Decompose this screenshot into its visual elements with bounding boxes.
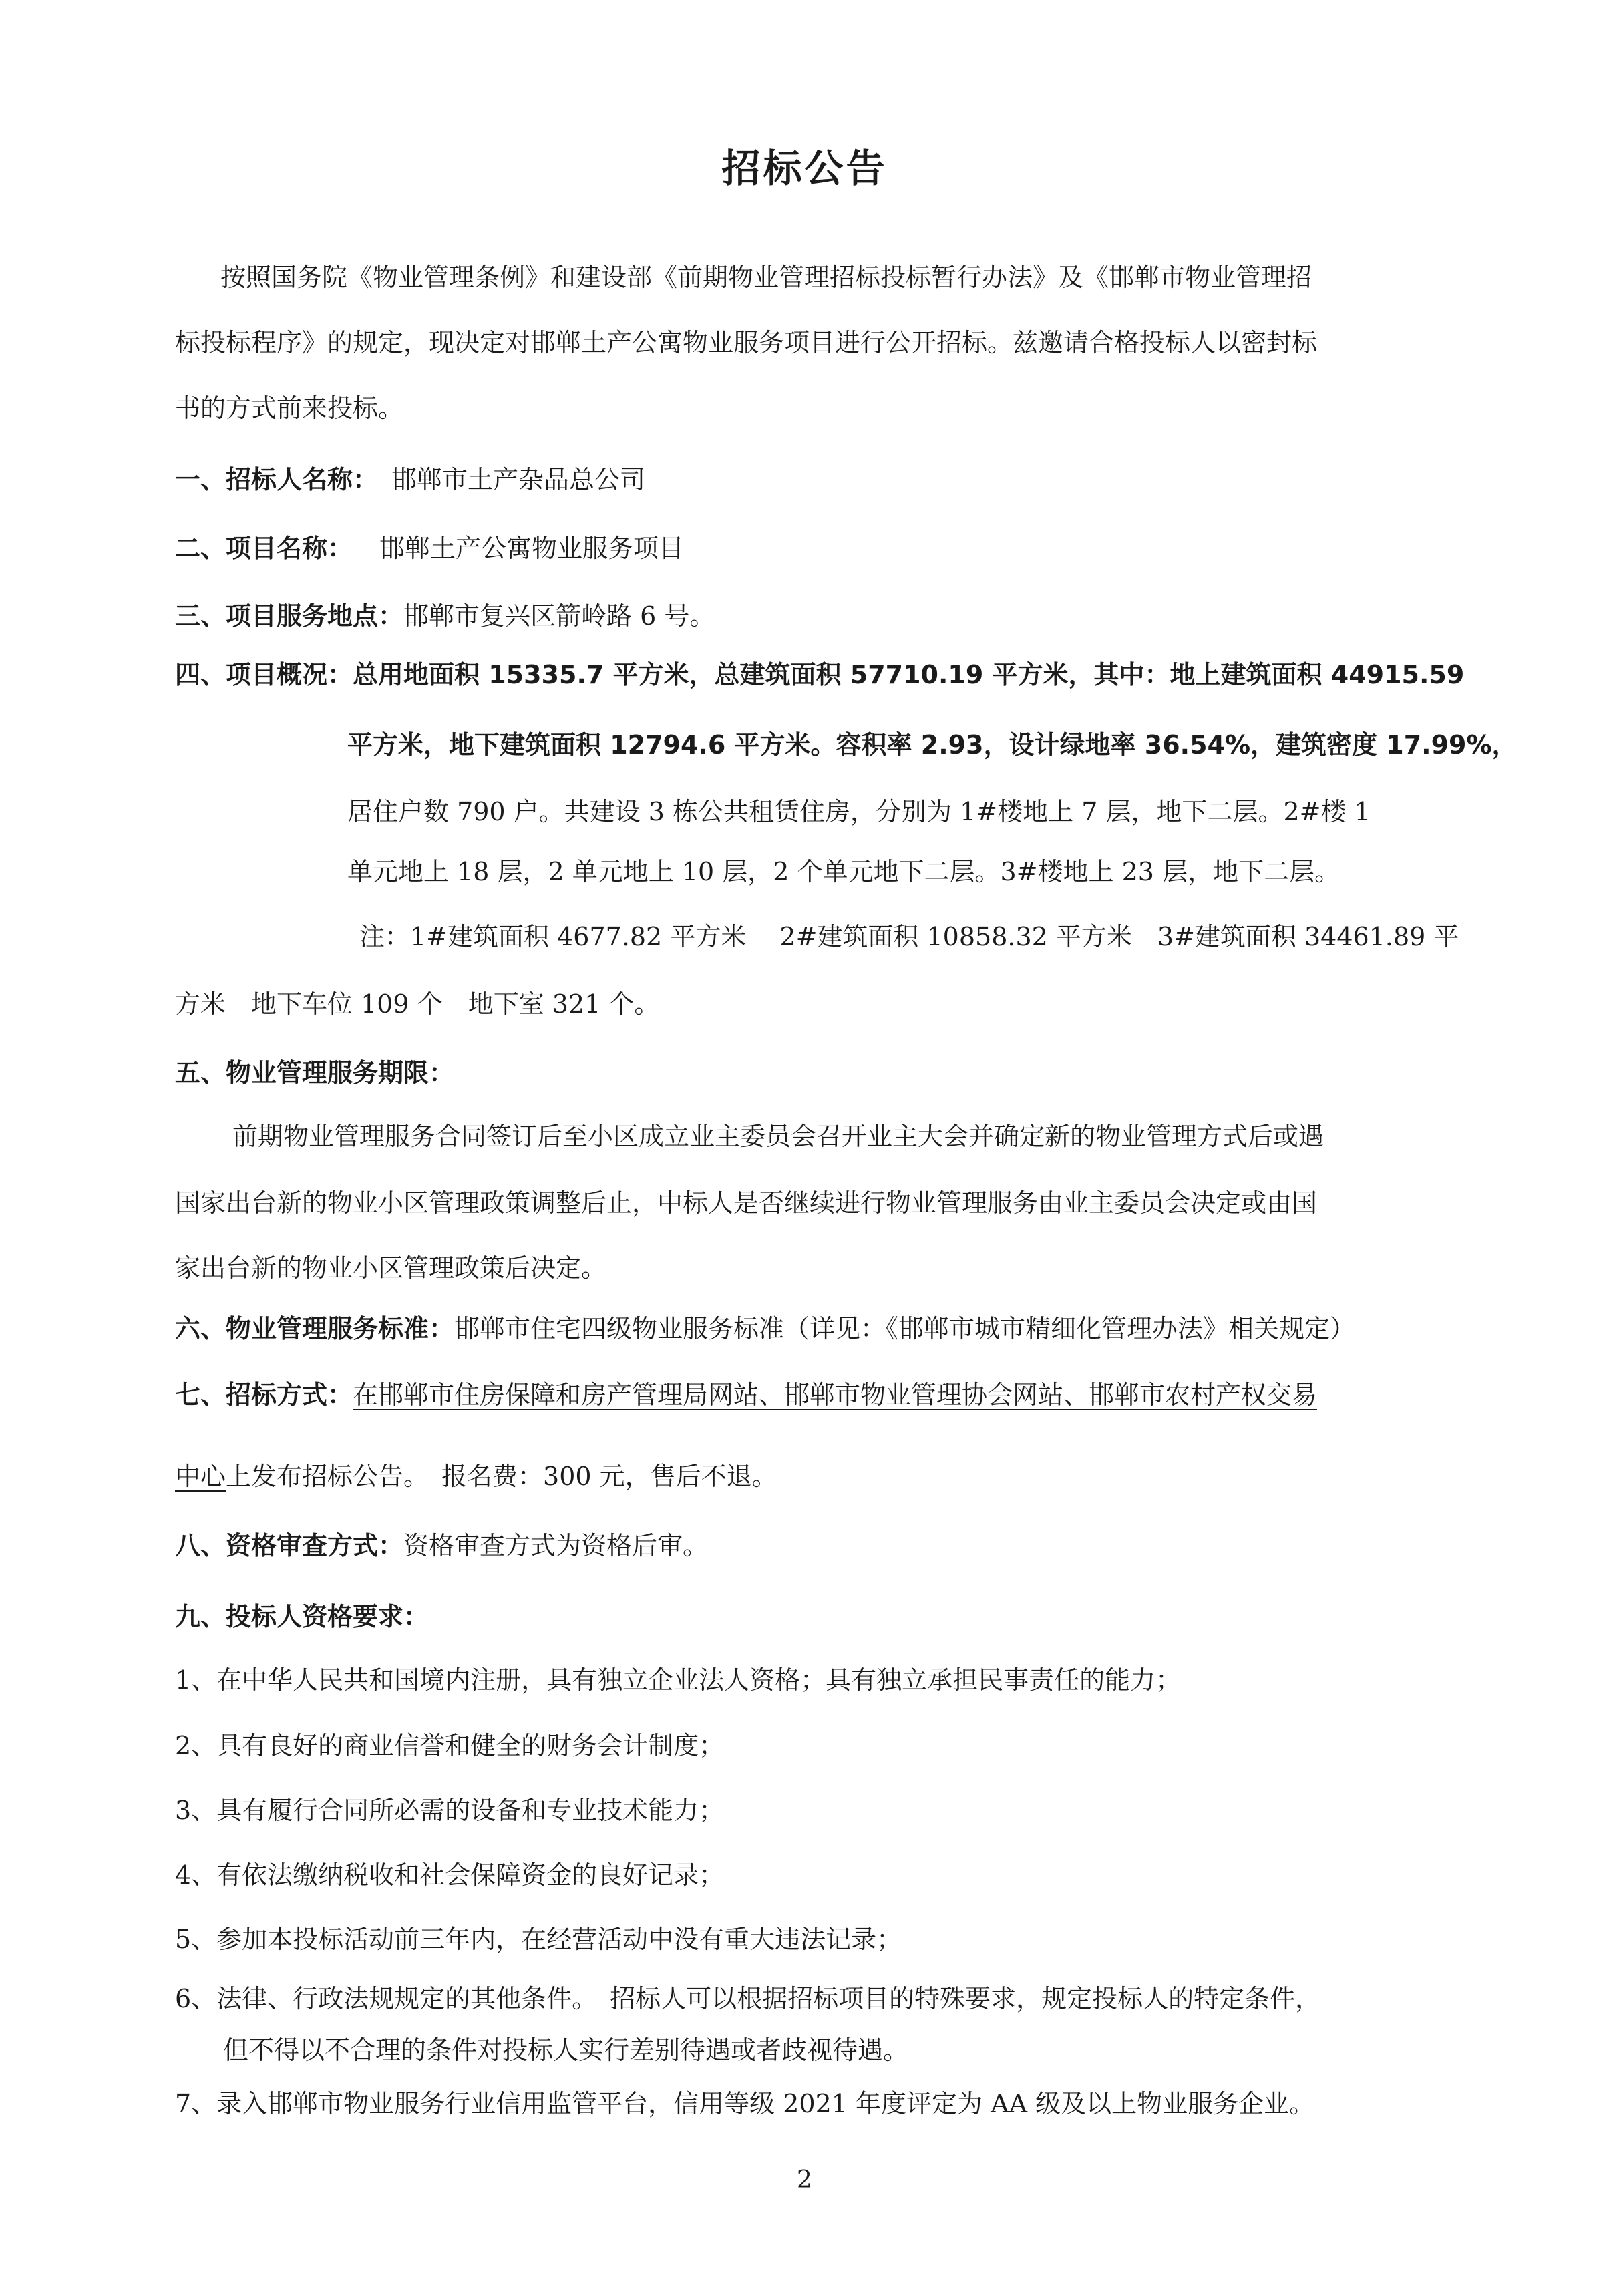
section-4-note-2: 方米 地下车位 109 个 地下室 321 个。 <box>175 989 660 1019</box>
requirement-6-line-1: 6、法律、行政法规规定的其他条件。 招标人可以根据招标项目的特殊要求，规定投标人的特定条件， <box>175 1984 1321 2013</box>
section-1-value: 邯郸市土产杂品总公司 <box>391 465 646 494</box>
section-4-label: 四、项目概况： <box>175 660 353 689</box>
section-3-value: 邯郸市复兴区箭岭路 6 号。 <box>403 601 715 631</box>
section-2-value: 邯郸土产公寓物业服务项目 <box>379 534 685 563</box>
section-3-label: 三、项目服务地点： <box>175 601 404 631</box>
requirement-1: 1、在中华人民共和国境内注册，具有独立企业法人资格；具有独立承担民事责任的能力； <box>175 1665 1182 1695</box>
section-5-line-2: 国家出台新的物业小区管理政策调整后止，中标人是否继续进行物业管理服务由业主委员会决定或由国 <box>175 1188 1318 1218</box>
page-number: 2 <box>797 2166 812 2194</box>
section-1-label: 一、招标人名称： <box>175 465 379 494</box>
section-7-label: 七、招标方式： <box>175 1380 353 1410</box>
section-5-line-1: 前期物业管理服务合同签订后至小区成立业主委员会召开业主大会并确定新的物业管理方式后或遇 <box>232 1122 1324 1151</box>
section-4-line-1: 总用地面积 15335.7 平方米，总建筑面积 57710.19 平方米，其中：地上建筑面积 44915.59 <box>353 660 1465 689</box>
section-5-label: 五、物业管理服务期限： <box>175 1058 455 1088</box>
requirement-6-line-2: 但不得以不合理的条件对投标人实行差别待遇或者歧视待遇。 <box>223 2035 909 2065</box>
intro-line-2: 标投标程序》的规定，现决定对邯郸土产公寓物业服务项目进行公开招标。兹邀请合格投标人以密封标 <box>175 328 1318 357</box>
section-3 <box>175 599 715 633</box>
section-5-line-3: 家出台新的物业小区管理政策后决定。 <box>175 1253 607 1283</box>
section-4-line-4: 单元地上 18 层，2 单元地上 10 层，2 个单元地下二层。3#楼地上 23 层，地下二层。 <box>347 857 1340 886</box>
section-1 <box>175 463 645 496</box>
section-7-underlined: 中心 <box>175 1462 226 1491</box>
page-title: 招标公告 <box>721 146 888 191</box>
section-6 <box>175 1312 1355 1345</box>
section-8 <box>175 1529 708 1563</box>
section-4 <box>175 658 1464 691</box>
section-4-note-1: 注：1#建筑面积 4677.82 平方米 2#建筑面积 10858.32 平方米 3#建筑面积 34461.89 平 <box>359 922 1459 951</box>
section-7 <box>175 1378 1317 1412</box>
section-8-label: 八、资格审查方式： <box>175 1531 404 1561</box>
section-6-value: 邯郸市住宅四级物业服务标准（详见：《邯郸市城市精细化管理办法》相关规定） <box>454 1314 1356 1343</box>
section-4-line-3: 居住户数 790 户。共建设 3 栋公共租赁住房，分别为 1#楼地上 7 层，地下二层。2#楼 1 <box>347 797 1371 826</box>
section-7-rest: 上发布招标公告。 报名费：300 元，售后不退。 <box>226 1462 777 1491</box>
requirement-7: 7、录入邯郸市物业服务行业信用监管平台，信用等级 2021 年度评定为 AA 级及以上物业服务企业。 <box>175 2089 1315 2118</box>
section-7-line-2 <box>175 1460 777 1493</box>
section-4-line-2: 平方米，地下建筑面积 12794.6 平方米。容积率 2.93，设计绿地率 36.54%，建筑密度 17.99%， <box>347 730 1517 760</box>
section-2 <box>175 532 684 565</box>
requirement-2: 2、具有良好的商业信誉和健全的财务会计制度； <box>175 1731 725 1760</box>
intro-line-1: 按照国务院《物业管理条例》和建设部《前期物业管理招标投标暂行办法》及《邯郸市物业管理招 <box>220 263 1312 292</box>
section-2-label: 二、项目名称： <box>175 534 353 563</box>
requirement-3: 3、具有履行合同所必需的设备和专业技术能力； <box>175 1796 725 1825</box>
intro-line-3: 书的方式前来投标。 <box>175 393 404 423</box>
requirement-5: 5、参加本投标活动前三年内，在经营活动中没有重大违法记录； <box>175 1925 902 1954</box>
requirement-4: 4、有依法缴纳税收和社会保障资金的良好记录； <box>175 1860 725 1890</box>
section-6-label: 六、物业管理服务标准： <box>175 1314 455 1343</box>
section-8-value: 资格审查方式为资格后审。 <box>403 1531 709 1561</box>
section-7-line-1: 在邯郸市住房保障和房产管理局网站、邯郸市物业管理协会网站、邯郸市农村产权交易 <box>353 1380 1318 1410</box>
section-9-label: 九、投标人资格要求： <box>175 1602 429 1631</box>
